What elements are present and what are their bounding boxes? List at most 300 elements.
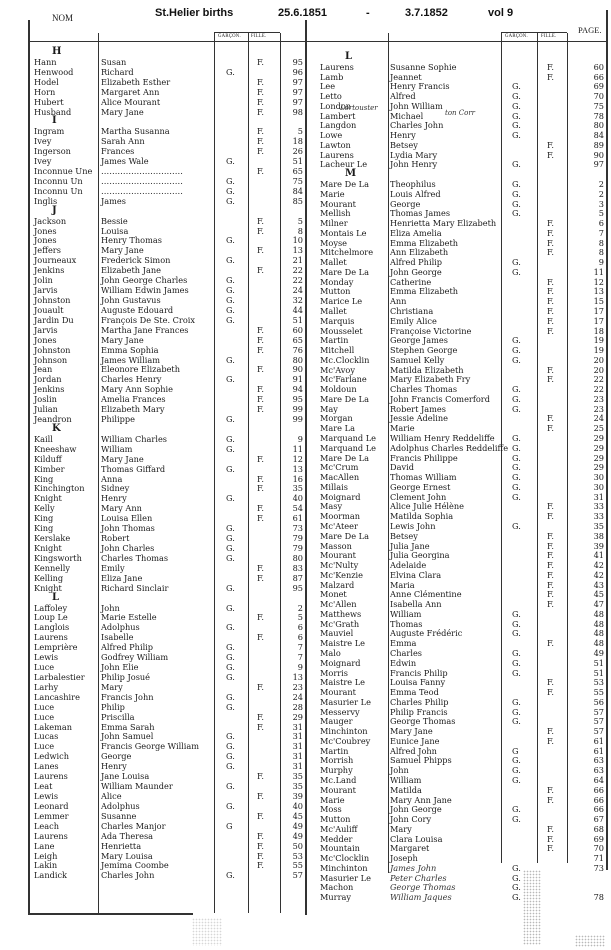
surname-cell: Martin [320, 335, 349, 346]
forename-cell: Elizabeth Mary [101, 404, 165, 415]
surname-cell: Kaill [34, 433, 53, 444]
garcon-cell: G. [226, 523, 235, 534]
forename-cell: Matilda Elizabeth [390, 364, 464, 375]
surname-cell: Laffoley [34, 602, 68, 613]
garcon-cell: G. [226, 175, 235, 186]
forename-cell: George James [390, 335, 448, 346]
forename-cell: Elizabeth Jane [101, 265, 161, 276]
page-number-cell: 60 [593, 61, 604, 72]
surname-cell: Mitchelmore [320, 247, 374, 258]
register-row [0, 707, 611, 717]
register-row [0, 824, 611, 834]
fille-cell: F. [257, 384, 265, 395]
garcon-cell: G. [512, 657, 521, 668]
garcon-cell: G. [226, 275, 235, 286]
garcon-cell: G. [512, 403, 521, 414]
register-row [0, 394, 611, 404]
garcon-cell: G. [226, 304, 235, 315]
register-row [0, 101, 611, 111]
surname-cell: Lancashire [34, 691, 80, 702]
fille-cell: F. [257, 215, 265, 226]
garcon-cell: G. [226, 781, 235, 792]
page-number-cell: 16 [292, 473, 303, 484]
fille-cell: F. [257, 364, 265, 375]
margin-annotation: Lortouster [340, 104, 378, 112]
fille-cell: F. [547, 823, 555, 834]
surname-cell: Jolin [34, 275, 53, 286]
surname-cell: Laurens [34, 632, 68, 643]
garcon-cell: G. [512, 462, 521, 473]
forename-cell: John George [390, 266, 442, 277]
fille-cell: F. [257, 106, 265, 117]
page-number-cell: 75 [593, 100, 604, 111]
garcon-cell: G. [512, 872, 521, 883]
forename-cell: Martha Susanna [101, 126, 170, 137]
surname-cell: Messervy [320, 706, 360, 717]
surname-cell: Milner [320, 218, 348, 229]
register-title: St.Helier births [155, 7, 234, 19]
page-number-cell: 8 [598, 237, 604, 248]
garcon-cell: G. [512, 354, 521, 365]
forename-cell: John [101, 602, 120, 613]
register-row [0, 365, 611, 375]
fille-cell: F. [257, 86, 265, 97]
garcon-cell: G. [512, 442, 521, 453]
surname-cell: Ingerson [34, 146, 71, 157]
page-number-cell: 31 [292, 731, 303, 742]
date-dash: - [366, 7, 370, 19]
page-number-cell: 50 [292, 840, 303, 851]
forename-cell: William Jaques [390, 892, 452, 903]
surname-cell: Morrish [320, 755, 354, 766]
garcon-cell: G. [226, 443, 235, 454]
forename-cell: Clara Louisa [390, 833, 443, 844]
forename-cell: Henry [101, 493, 127, 504]
surname-cell: Minchinton [320, 726, 368, 737]
page-number-cell: 23 [292, 681, 303, 692]
garcon-cell: G. [512, 696, 521, 707]
garcon-cell: G. [226, 235, 235, 246]
page-number-cell: 63 [593, 755, 604, 766]
forename-cell: Eleonore Elizabeth [101, 364, 180, 375]
surname-cell: Mourant [320, 198, 356, 209]
forename-cell: Amelia Frances [101, 394, 166, 405]
page-number-cell: 22 [593, 384, 604, 395]
forename-cell: Margaret [390, 843, 430, 854]
fille-cell: F. [547, 677, 555, 688]
fille-cell: F. [547, 374, 555, 385]
surname-cell: Kilduff [34, 453, 62, 464]
register-row [0, 550, 611, 560]
fille-cell: F. [547, 306, 555, 317]
surname-cell: Lacheur Le [320, 159, 368, 170]
fille-cell: F. [547, 843, 555, 854]
garcon-cell: G. [512, 804, 521, 815]
register-row [0, 384, 611, 394]
page-number-cell: 32 [292, 295, 303, 305]
surname-cell: Mc.Clocklin [320, 354, 370, 365]
surname-cell: Lewis [34, 791, 59, 801]
garcon-cell: G. [512, 706, 521, 717]
fille-cell: F. [547, 286, 555, 297]
section-letter: I [52, 115, 57, 127]
surname-cell: Landick [34, 870, 67, 881]
surname-cell: Mutton [320, 814, 351, 825]
forename-cell: George Thomas [390, 882, 456, 893]
page-number-cell: 35 [292, 483, 303, 494]
surname-cell: Kerslake [34, 533, 71, 544]
forename-cell: Thomas James [390, 208, 451, 219]
forename-cell: Mary Ann [101, 503, 142, 514]
surname-cell: Mc'Coubrey [320, 735, 371, 746]
forename-cell: Adolphus Charles Reddeliffe [390, 442, 509, 453]
forename-cell: John Cory [390, 814, 432, 825]
forename-cell: Philip [101, 701, 125, 712]
surname-cell: Maistre Le [320, 677, 366, 688]
surname-cell: Masurier Le [320, 872, 371, 883]
forename-cell: Alfred Philip [101, 642, 154, 653]
page-number-cell: 13 [292, 463, 303, 474]
fille-cell: F. [257, 711, 265, 722]
register-row [0, 472, 611, 482]
forename-cell: Alice [101, 791, 122, 801]
fille-cell: F. [257, 394, 265, 405]
fille-cell: F. [257, 612, 265, 623]
register-row [0, 850, 611, 864]
surname-cell: Mare La [320, 423, 355, 434]
forename-cell: Ann [390, 296, 407, 307]
surname-cell: Moss [320, 804, 342, 815]
page-number-cell: 26 [292, 146, 303, 157]
surname-cell: Letto [320, 91, 342, 102]
register-row [0, 306, 611, 316]
surname-cell: Malo [320, 647, 341, 658]
forename-cell: Philip Josué [101, 671, 151, 682]
register-row [0, 225, 611, 238]
register-row [0, 628, 611, 638]
forename-cell: Betsey [390, 530, 418, 541]
forename-cell: Julia Georgina [390, 550, 450, 561]
register-row [0, 247, 611, 257]
fille-cell: F. [547, 247, 555, 258]
page-number-cell: 51 [593, 667, 604, 678]
surname-cell: MacAllen [320, 472, 360, 483]
page-number-cell: 12 [593, 276, 604, 287]
fille-cell: F. [257, 810, 265, 821]
page-number-cell: 33 [593, 511, 604, 522]
page-number-cell: 66 [593, 794, 604, 805]
page-number-cell: 73 [593, 862, 604, 873]
surname-cell: Moignard [320, 657, 361, 668]
surname-cell: Marquis [320, 315, 355, 326]
page-number-cell: 49 [593, 647, 604, 658]
forename-cell: Matilda [390, 784, 422, 795]
page-number-cell: 68 [593, 823, 604, 834]
forename-cell: William Maunder [101, 781, 173, 792]
surname-cell: Lemmer [34, 810, 69, 821]
forename-cell: Martha Jane Frances [101, 324, 189, 335]
forename-cell: Joseph [390, 853, 418, 864]
garcon-cell: G. [512, 716, 521, 727]
fille-cell: F. [547, 784, 555, 795]
page-number-cell: 65 [292, 166, 303, 177]
surname-cell: Luce [34, 662, 55, 673]
forename-cell: Charles Thomas [390, 384, 458, 395]
page-number-cell: 96 [292, 66, 303, 77]
garcon-cell: G. [226, 195, 235, 206]
page-number-cell: 57 [593, 706, 604, 717]
page-number-cell: 63 [593, 765, 604, 776]
garcon-cell: G. [512, 755, 521, 766]
surname-cell: Laurens [320, 149, 354, 160]
surname-cell: Martin [320, 745, 349, 756]
page-number-cell: 2 [598, 188, 604, 199]
fille-cell: F. [547, 149, 555, 160]
page-number-cell: 3 [598, 198, 604, 209]
page-number-cell: 22 [292, 275, 303, 286]
forename-cell: Alfred Philip [390, 257, 443, 268]
forename-cell: Charles Philip [390, 696, 449, 707]
register-row [0, 277, 611, 287]
page-number-cell: 85 [292, 195, 303, 206]
register-row [0, 91, 611, 101]
page-number-cell: 48 [593, 618, 604, 629]
surname-cell: Inglis [34, 195, 58, 206]
garcon-cell: G. [512, 393, 521, 404]
page-number-cell: 80 [292, 354, 303, 365]
forename-cell: George [101, 751, 132, 762]
garcon-cell: G. [512, 188, 521, 199]
garcon-cell: G. [226, 552, 235, 563]
page-number-cell: 18 [292, 136, 303, 147]
register-row [0, 492, 611, 502]
forename-cell: David [390, 462, 414, 473]
surname-cell: Mallet [320, 257, 347, 268]
forename-cell: Philip Francis [390, 706, 448, 717]
garcon-cell: G [226, 820, 233, 831]
forename-cell: Emma [390, 638, 417, 649]
surname-cell: Julian [34, 404, 58, 415]
garcon-cell: G. [512, 618, 521, 629]
forename-cell: Charles John [390, 120, 444, 131]
page-number-cell: 45 [292, 810, 303, 821]
garcon-cell: G. [226, 701, 235, 712]
page-number-cell: 2 [297, 602, 303, 613]
forename-cell: Mary Jane [101, 334, 144, 345]
forename-cell: William Henry Reddeliffe [390, 433, 495, 444]
register-row [0, 840, 611, 854]
garcon-cell: G. [512, 81, 521, 92]
page-number-cell: 29 [593, 442, 604, 453]
forename-cell: Matilda Sophia [390, 511, 454, 522]
surname-cell: Lewis [34, 652, 59, 663]
page-number-cell: 35 [292, 781, 303, 792]
garcon-cell: G. [226, 493, 235, 504]
page-number-cell: 42 [593, 569, 604, 580]
surname-cell: Morris [320, 667, 348, 678]
garcon-cell: G. [226, 255, 235, 266]
forename-cell: Mary Louisa [101, 850, 153, 861]
surname-cell: Marie [320, 794, 345, 805]
page-number-cell: 5 [297, 215, 303, 226]
surname-cell: Laurens [34, 771, 68, 782]
surname-cell: Medder [320, 833, 353, 844]
page-number-cell: 25 [593, 423, 604, 434]
garcon-cell: G. [512, 91, 521, 102]
page-number-cell: 31 [292, 721, 303, 732]
surname-cell: Hodel [34, 76, 59, 87]
surname-cell: King [34, 473, 54, 484]
surname-cell: Kimber [34, 463, 65, 474]
fille-cell: F. [257, 860, 265, 871]
surname-cell: Inconnu Un [34, 175, 83, 186]
fille-cell: F. [547, 794, 555, 805]
register-row [0, 453, 611, 463]
surname-cell: Lemprière [34, 642, 78, 653]
surname-cell: Luce [34, 711, 55, 722]
forename-cell: Eliza Amelia [390, 227, 442, 238]
section-letter: J [52, 204, 57, 216]
page-number-cell: 99 [292, 404, 303, 415]
surname-cell: Mauviel [320, 628, 354, 639]
forename-cell: Thomas William [390, 472, 457, 483]
garcon-cell: G. [226, 374, 235, 385]
surname-cell: Jenkins [34, 265, 65, 276]
surname-cell: Montais Le [320, 227, 367, 238]
surname-cell: Monet [320, 589, 347, 600]
page-number-cell: 30 [593, 481, 604, 492]
page-number-cell: 53 [593, 677, 604, 688]
forename-cell: Priscilla [101, 711, 135, 722]
section-letter: L [345, 51, 353, 62]
fille-cell: F. [547, 423, 555, 434]
register-row [0, 541, 611, 551]
forename-cell: ………………………… [101, 185, 183, 196]
forename-cell: John [390, 765, 409, 776]
garcon-cell: G. [226, 156, 235, 167]
page-number-cell: 22 [593, 374, 604, 385]
fille-cell: F. [547, 237, 555, 248]
page-number-cell: 18 [593, 325, 604, 336]
page-number-cell: 78 [593, 110, 604, 121]
surname-cell: Mousselet [320, 325, 363, 336]
surname-cell: King [34, 513, 54, 524]
page-number-cell: 90 [593, 149, 604, 160]
page-number-cell: 24 [292, 691, 303, 702]
surname-cell: Mare De La [320, 393, 369, 404]
register-row [0, 677, 611, 687]
surname-cell: Knight [34, 493, 62, 504]
surname-cell: Jouault [34, 304, 64, 315]
surname-cell: Mc'Auliff [320, 823, 358, 834]
register-row [0, 873, 611, 883]
garcon-cell: G. [512, 520, 521, 531]
fille-cell: F. [257, 245, 265, 256]
page-number-cell: 15 [593, 296, 604, 307]
forename-cell: Lewis John [390, 520, 436, 531]
forename-cell: Louisa Fanny [390, 677, 446, 688]
forename-cell: Julia Jane [390, 540, 430, 551]
register-row [0, 179, 611, 189]
forename-cell: Louisa Ellen [101, 513, 153, 524]
garcon-header-left: GARÇON. [218, 34, 241, 39]
surname-cell: Ledwich [34, 751, 70, 762]
surname-cell: Inconnue Une [34, 166, 93, 177]
garcon-cell: G. [226, 295, 235, 305]
fille-cell: F. [547, 71, 555, 82]
page-number-cell: 11 [593, 266, 604, 277]
register-row [0, 580, 611, 590]
page-number-cell: 89 [593, 139, 604, 150]
garcon-cell: G. [512, 628, 521, 639]
garcon-cell: G. [512, 647, 521, 658]
surname-cell: Mellish [320, 208, 351, 219]
page-number-cell: 51 [593, 657, 604, 668]
register-row [0, 716, 611, 726]
forename-cell: Eliza Jane [101, 572, 143, 583]
forename-cell: Alfred John [390, 745, 437, 756]
forename-cell: Henrietta Mary Elizabeth [390, 218, 497, 229]
forename-cell: Isabelle [101, 632, 134, 643]
surname-cell: Murray [320, 892, 351, 903]
register-row [0, 589, 611, 599]
register-row [0, 296, 611, 306]
page-number-cell: 97 [593, 159, 604, 170]
fille-cell: F. [547, 599, 555, 610]
page-number-cell: 66 [593, 784, 604, 795]
surname-cell: Leat [34, 781, 53, 792]
page-number-cell: 45 [593, 589, 604, 600]
page-number-cell: 5 [598, 208, 604, 219]
forename-cell: Robert [101, 533, 130, 544]
forename-cell: James William [101, 354, 160, 365]
page-number-cell: 48 [593, 608, 604, 619]
page-number-cell: 23 [593, 393, 604, 404]
page-number-cell: 28 [292, 701, 303, 712]
page-number-cell: 76 [292, 344, 303, 355]
page-number-cell: 53 [292, 850, 303, 861]
page-number-cell: 13 [292, 245, 303, 256]
register-row [0, 326, 611, 336]
garcon-cell: G. [226, 314, 235, 325]
surname-cell: Jones [34, 334, 57, 345]
fille-cell: F. [257, 56, 265, 67]
garcon-cell: G. [226, 185, 235, 196]
garcon-cell: G. [512, 765, 521, 776]
garcon-cell: G. [226, 622, 235, 633]
forename-cell: Charles Manjor [101, 820, 166, 831]
forename-cell: Emma Sophia [101, 344, 159, 355]
surname-cell: Lambert [320, 110, 356, 121]
surname-cell: Moorman [320, 511, 361, 522]
surname-cell: Murphy [320, 765, 353, 776]
surname-cell: Masy [320, 501, 343, 512]
fille-cell: F. [257, 453, 265, 464]
page-number-cell: 75 [292, 175, 303, 186]
fille-cell: F. [547, 638, 555, 649]
fille-cell: F. [547, 579, 555, 590]
garcon-cell: G. [512, 882, 521, 893]
surname-cell: Johnston [34, 344, 71, 355]
register-row [0, 335, 611, 345]
forename-cell: Ada Theresa [101, 830, 154, 841]
page-number-cell: 57 [292, 870, 303, 881]
forename-cell: Charles Thomas [101, 552, 169, 563]
fille-cell: F. [257, 334, 265, 345]
forename-cell: John Henry [390, 159, 438, 170]
surname-cell: Marquand Le [320, 442, 376, 453]
register-row [0, 238, 611, 248]
